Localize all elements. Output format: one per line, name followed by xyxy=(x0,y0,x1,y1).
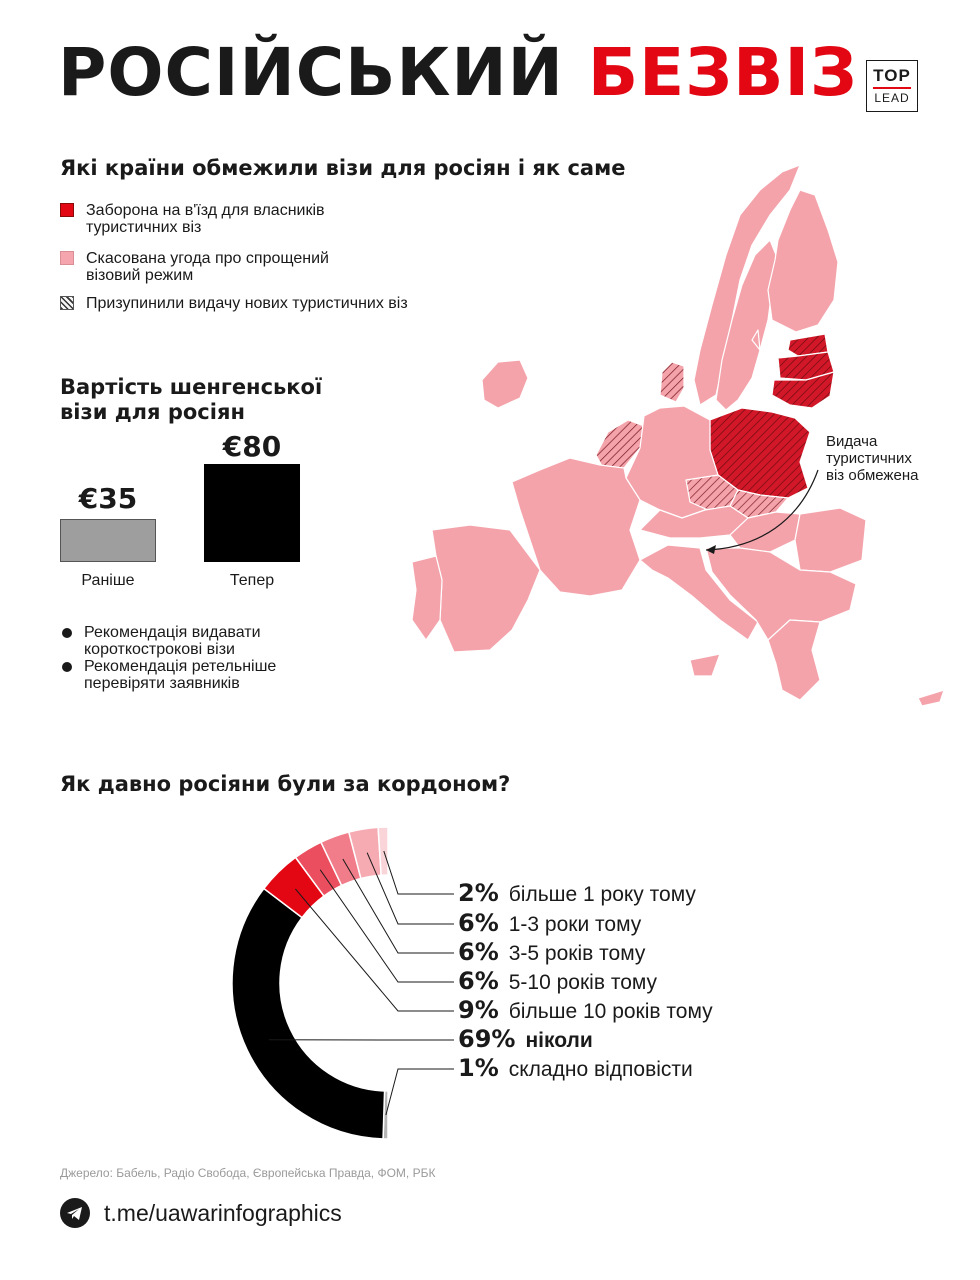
toplead-logo xyxy=(866,60,918,112)
survey-row-4 xyxy=(458,969,657,993)
map-cyprus xyxy=(918,690,944,706)
survey-pct-5: 9% xyxy=(458,996,499,1024)
survey-pct-4: 6% xyxy=(458,967,499,995)
map-romania xyxy=(795,508,866,572)
survey-pct-3: 6% xyxy=(458,938,499,966)
legend-label-suspended: Призупинили видачу нових туристичних віз xyxy=(86,295,408,312)
legend-item-suspended xyxy=(60,295,408,312)
survey-row-1 xyxy=(458,881,696,905)
legend-label-simplified: Скасована угода про спрощений візовий режим xyxy=(86,250,329,284)
logo-divider xyxy=(873,87,911,89)
bar-after xyxy=(204,464,300,562)
donut-slice-6 xyxy=(232,889,385,1139)
survey-label-1: більше 1 року тому xyxy=(508,883,696,906)
survey-row-3 xyxy=(458,940,645,964)
survey-pct-1: 2% xyxy=(458,879,499,907)
legend-swatch-pink xyxy=(60,251,74,265)
bullet-dot xyxy=(62,662,72,672)
visa-cost-heading: Вартість шенгенської візи для росіян xyxy=(60,375,323,425)
survey-row-7 xyxy=(458,1056,693,1080)
survey-heading: Як давно росіяни були за кордоном? xyxy=(60,772,511,796)
survey-pct-7: 1% xyxy=(458,1054,499,1082)
survey-label-2: 1-3 роки тому xyxy=(508,913,642,936)
legend-label-ban: Заборона на в'їзд для власників туристичних віз xyxy=(86,202,325,236)
map-ireland xyxy=(482,360,528,408)
survey-label-6: ніколи xyxy=(525,1029,593,1052)
recommendation-text-1: Рекомендація видавати короткострокові візи xyxy=(84,624,261,658)
survey-row-6 xyxy=(458,1027,593,1051)
logo-bottom: LEAD xyxy=(874,91,910,105)
legend-item-ban xyxy=(60,202,325,236)
telegram-icon xyxy=(60,1198,90,1228)
telegram-link-text: t.me/uawarinfographics xyxy=(104,1199,342,1226)
survey-row-5 xyxy=(458,998,713,1022)
legend-swatch-hatch xyxy=(60,296,74,310)
bar-amount-before: €35 xyxy=(78,482,138,515)
legend-heading: Які країни обмежили візи для росіян і як саме xyxy=(60,156,626,180)
survey-label-4: 5-10 років тому xyxy=(508,971,658,994)
map-spain xyxy=(432,525,540,652)
survey-row-2 xyxy=(458,911,641,935)
bar-amount-after: €80 xyxy=(222,430,282,463)
title-red: БЕЗВІЗ xyxy=(587,34,858,111)
title-black: РОСІЙСЬКИЙ xyxy=(58,34,564,111)
visa-cost-chart xyxy=(58,430,318,600)
donut-leader-5 xyxy=(295,889,454,1011)
recommendation-text-2: Рекомендація ретельніше перевіряти заявників xyxy=(84,658,277,692)
legend-swatch-red xyxy=(60,203,74,217)
legend-item-simplified xyxy=(60,250,329,284)
donut-leader-1 xyxy=(384,851,454,894)
map-finland xyxy=(768,190,838,332)
survey-label-3: 3-5 років тому xyxy=(508,942,646,965)
logo-top: TOP xyxy=(873,66,911,85)
recommendation-2 xyxy=(62,658,276,692)
bar-caption-after: Тепер xyxy=(229,572,275,589)
page-title xyxy=(58,34,858,111)
survey-label-5: більше 10 років тому xyxy=(508,1000,713,1023)
survey-pct-6: 69% xyxy=(458,1025,516,1053)
survey-pct-2: 6% xyxy=(458,909,499,937)
telegram-link[interactable] xyxy=(60,1198,342,1228)
map-note: Видача туристичних віз обмежена xyxy=(826,433,919,484)
bar-caption-before: Раніше xyxy=(81,572,135,589)
map-denmark xyxy=(660,362,684,402)
map-sicily xyxy=(690,654,720,676)
donut-leader-7 xyxy=(386,1069,454,1115)
map-portugal xyxy=(412,556,442,640)
survey-label-7: складно відповісти xyxy=(508,1058,693,1081)
survey-donut-chart xyxy=(230,810,470,1150)
bullet-dot xyxy=(62,628,72,638)
source-note: Джерело: Бабель, Радіо Свобода, Європейська Правда, ФОМ, РБК xyxy=(60,1166,436,1180)
recommendation-1 xyxy=(62,624,261,658)
bar-before xyxy=(60,519,156,562)
